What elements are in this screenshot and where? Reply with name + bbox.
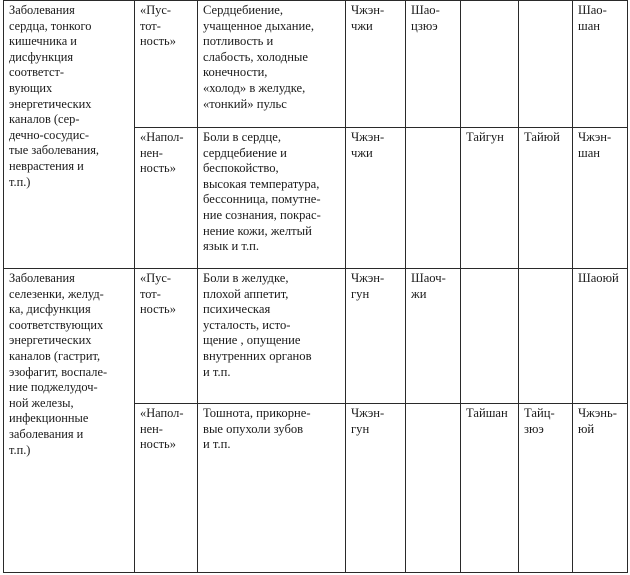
table-row [4,269,628,404]
point-text: Шао- цзюэ [411,3,440,33]
disease-text: Заболевания селезенки, желуд- ка, дисфункция соответствующих энергетических каналов (гастрит, эзофагит, воспале- ние поджелудоч- ной железы, инфекционные заболевания и т.п.) [9,271,108,457]
symptoms-cell [198,269,346,404]
point-cell [461,128,519,269]
point-text: Чжэн- гун [351,406,385,436]
point-cell [573,404,628,573]
point-text: Шаоюй [578,271,619,285]
point-text: Чжэн- чжи [351,130,385,160]
state-text: «Пус- тот- ность» [140,271,176,317]
point-text: Шаоч- жи [411,271,446,301]
symptoms-text: Боли в желудке, плохой аппетит, психическая усталость, исто- щение , опущение внутренних органов и т.п. [203,271,312,379]
point-cell [406,1,461,128]
state-text: «Напол- нен- ность» [140,130,184,176]
symptoms-text: Боли в сердце, сердцебиение и беспокойство, высокая температура, бессонница, помутне- ние сознания, покрас- нение кожи, желтый язык и т.п. [203,130,321,254]
symptoms-text: Сердцебиение, учащенное дыхание, потливость и слабость, холодные конечности, «холод» в желудке, «тонкий» пульс [203,3,314,111]
point-text: Чжэн- чжи [351,3,385,33]
point-text: Чжэнь- юй [578,406,617,436]
disease-text: Заболевания сердца, тонкого кишечника и дисфункция соответст- вующих энергетических каналов (сер- дечно-сосудис- тые заболевания, неврастения и т.п.) [9,3,99,189]
point-cell [573,269,628,404]
point-cell [406,404,461,573]
point-text: Тайюй [524,130,560,144]
point-cell [461,1,519,128]
point-cell [519,128,573,269]
point-cell [461,269,519,404]
point-text: Шао- шан [578,3,607,33]
point-cell [346,404,406,573]
point-cell [519,1,573,128]
point-cell [406,128,461,269]
table-row [4,1,628,128]
state-cell [135,1,198,128]
symptoms-cell [198,404,346,573]
point-cell [519,269,573,404]
symptoms-text: Тошнота, прикорне- вые опухоли зубов и т.п. [203,406,311,452]
point-cell [519,404,573,573]
symptoms-cell [198,128,346,269]
point-cell [346,128,406,269]
symptoms-cell [198,1,346,128]
state-cell [135,128,198,269]
point-cell [461,404,519,573]
state-cell [135,404,198,573]
point-cell [406,269,461,404]
state-text: «Пус- тот- ность» [140,3,176,49]
disease-cell [4,1,135,269]
point-text: Чжэн- шан [578,130,612,160]
point-cell [573,1,628,128]
point-cell [346,269,406,404]
state-text: «Напол- нен- ность» [140,406,184,452]
state-cell [135,269,198,404]
point-text: Тайгун [466,130,504,144]
point-text: Тайц- зюэ [524,406,555,436]
treatment-table [3,0,628,573]
disease-cell [4,269,135,573]
point-text: Тайшан [466,406,508,420]
point-text: Чжэн- гун [351,271,385,301]
point-cell [573,128,628,269]
point-cell [346,1,406,128]
